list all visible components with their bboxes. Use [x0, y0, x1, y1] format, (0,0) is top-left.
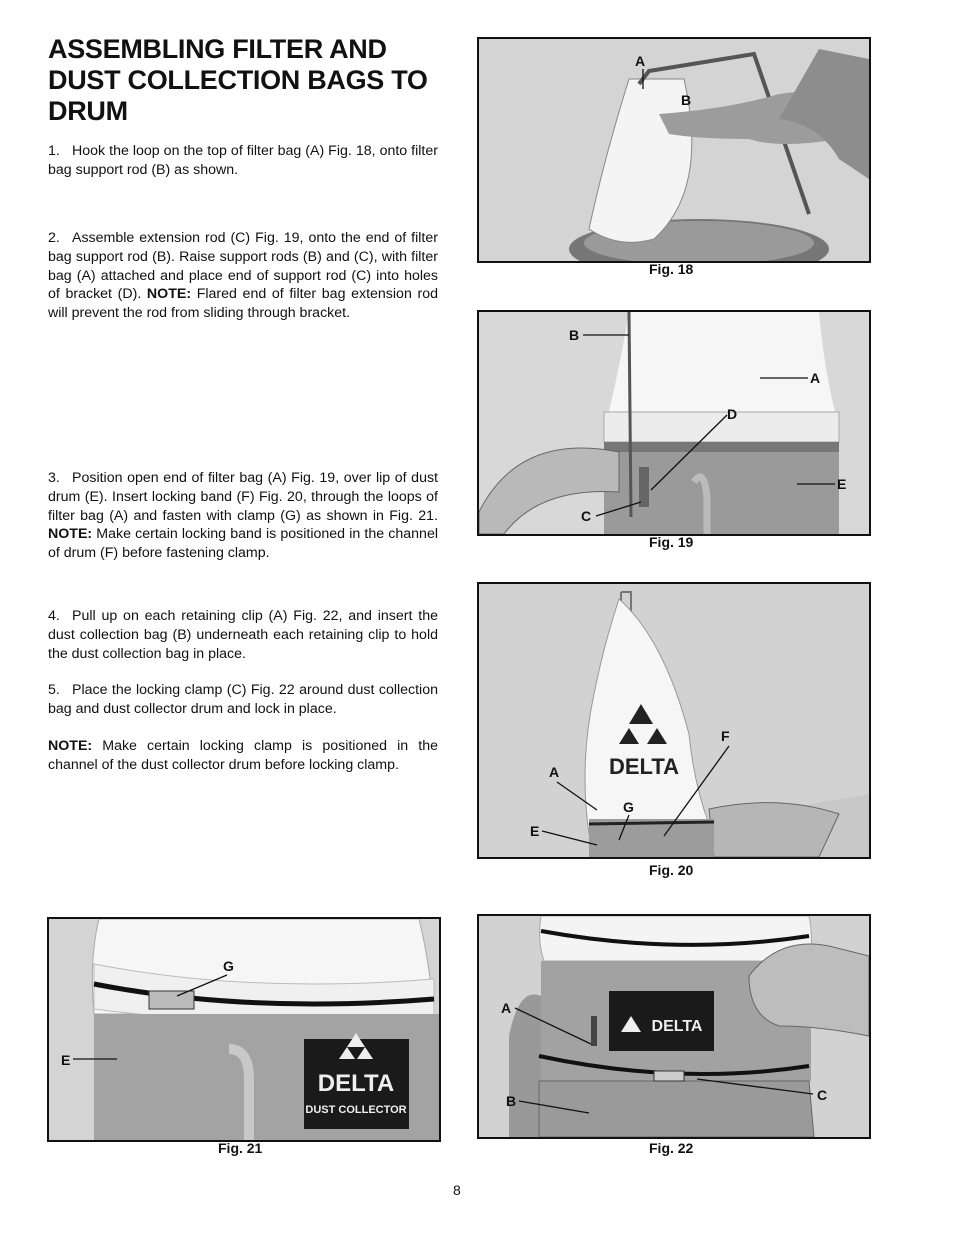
drum-logo: DELTA: [317, 1070, 395, 1097]
label-e: E: [837, 476, 847, 492]
step-3: [48, 469, 438, 563]
figure-22-caption: Fig. 22: [649, 1140, 694, 1156]
final-note: [48, 737, 438, 775]
step-4: [48, 607, 438, 663]
figure-19-image: [477, 310, 871, 536]
label-f: F: [721, 728, 730, 744]
figure-22-image: [477, 914, 871, 1139]
figure-21-caption: Fig. 21: [218, 1140, 263, 1156]
step-2: [48, 229, 438, 323]
figure-20-caption: Fig. 20: [649, 862, 694, 878]
bag-logo: DELTA: [608, 754, 680, 779]
label-a: A: [810, 370, 821, 386]
label-a: A: [635, 53, 646, 69]
drum-logo-sub: DUST COLLECTOR: [305, 1104, 407, 1116]
label-a: A: [501, 1000, 512, 1016]
step-number: 3.: [48, 470, 60, 486]
figure-21-image: [47, 917, 441, 1142]
step-number: 2.: [48, 230, 60, 246]
note-label: NOTE:: [48, 526, 93, 543]
drum-logo: DELTA: [651, 1018, 703, 1035]
step-number: 5.: [48, 682, 60, 698]
figure-18-caption: Fig. 18: [649, 261, 694, 277]
label-b: B: [569, 327, 580, 343]
label-g: G: [623, 799, 634, 815]
label-b: B: [681, 92, 692, 108]
step-text: Place the locking clamp (C) Fig. 22 around dust collection bag and dust collector drum and lock in place.: [48, 682, 438, 717]
label-e: E: [530, 823, 540, 839]
step-text-after: Make certain locking band is positioned in the channel of drum (F) before fastening clamp.: [48, 526, 438, 562]
figure-19-caption: Fig. 19: [649, 534, 694, 550]
page-number: 8: [453, 1182, 461, 1198]
step-text: Assemble extension rod (C) Fig. 19, onto the end of filter bag support rod (B). Raise support rods (B) and (C), with filter bag (A) attached and place end of support rod (C) into holes of bracket (D).: [48, 230, 438, 303]
label-d: D: [727, 406, 738, 422]
label-a: A: [549, 764, 560, 780]
note-text: Make certain locking clamp is positioned in the channel of the dust collector drum before locking clamp.: [48, 738, 438, 773]
step-text-after: Flared end of filter bag extension rod will prevent the rod from sliding through bracket.: [48, 286, 438, 322]
step-text: Position open end of filter bag (A) Fig. 19, over lip of dust drum (E). Insert locking band (F) Fig. 20, through the loops of filter bag (A) and fasten with clamp (G) as shown in Fig. 21.: [48, 470, 438, 524]
step-text: Hook the loop on the top of filter bag (A) Fig. 18, onto filter bag support rod (B) as shown.: [48, 143, 438, 178]
label-c: C: [581, 508, 592, 524]
figure-20-image: [477, 582, 871, 859]
label-e: E: [61, 1052, 71, 1068]
step-1: [48, 142, 438, 180]
label-g: G: [223, 958, 234, 974]
note-label: NOTE:: [48, 738, 93, 754]
step-text: Pull up on each retaining clip (A) Fig. 22, and insert the dust collection bag (B) underneath each retaining clip to hold the dust collection bag in place.: [48, 608, 438, 662]
step-5: [48, 681, 438, 719]
page-title: ASSEMBLING FILTER AND DUST COLLECTION BAGS TO DRUM: [48, 34, 428, 126]
note-label: NOTE:: [146, 286, 192, 303]
figure-18-image: [477, 37, 871, 263]
step-number: 1.: [48, 143, 60, 159]
step-number: 4.: [48, 608, 60, 624]
label-c: C: [817, 1087, 828, 1103]
label-b: B: [506, 1093, 517, 1109]
